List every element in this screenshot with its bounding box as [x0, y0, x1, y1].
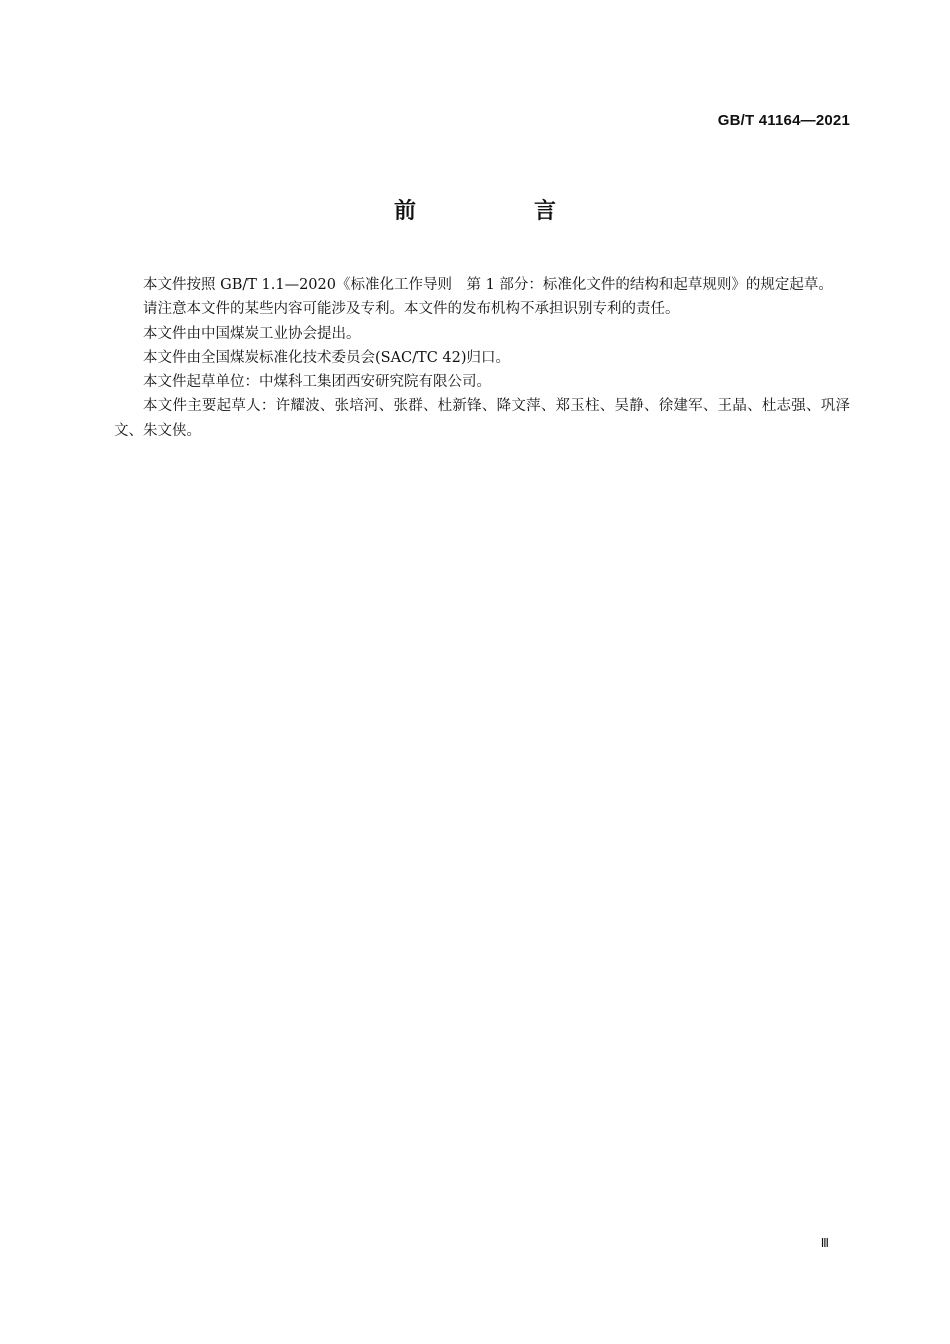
foreword-body — [114, 273, 850, 443]
paragraph-patent-notice: 请注意本文件的某些内容可能涉及专利。本文件的发布机构不承担识别专利的责任。 — [143, 301, 680, 318]
paragraph-drafting-rules: 本文件按照 GB/T 1.1—2020《标准化工作导则 第 1 部分：标准化文件的结构和起草规则》的规定起草。 — [143, 277, 833, 293]
paragraph-drafters: 本文件主要起草人：许耀波、张培河、张群、杜新锋、降文萍、郑玉柱、吴静、徐建军、王晶、杜志强、巩泽文、朱文侠。 — [114, 398, 850, 439]
page-number: Ⅲ — [820, 1236, 829, 1250]
standard-number: GB/T 41164—2021 — [717, 112, 850, 129]
paragraph-technical-committee: 本文件由全国煤炭标准化技术委员会(SAC/TC 42)归口。 — [143, 349, 511, 366]
paragraph-proposer: 本文件由中国煤炭工业协会提出。 — [143, 325, 361, 342]
page-title: 前 言 — [393, 199, 604, 224]
paragraph-drafting-organization: 本文件起草单位：中煤科工集团西安研究院有限公司。 — [143, 374, 491, 391]
